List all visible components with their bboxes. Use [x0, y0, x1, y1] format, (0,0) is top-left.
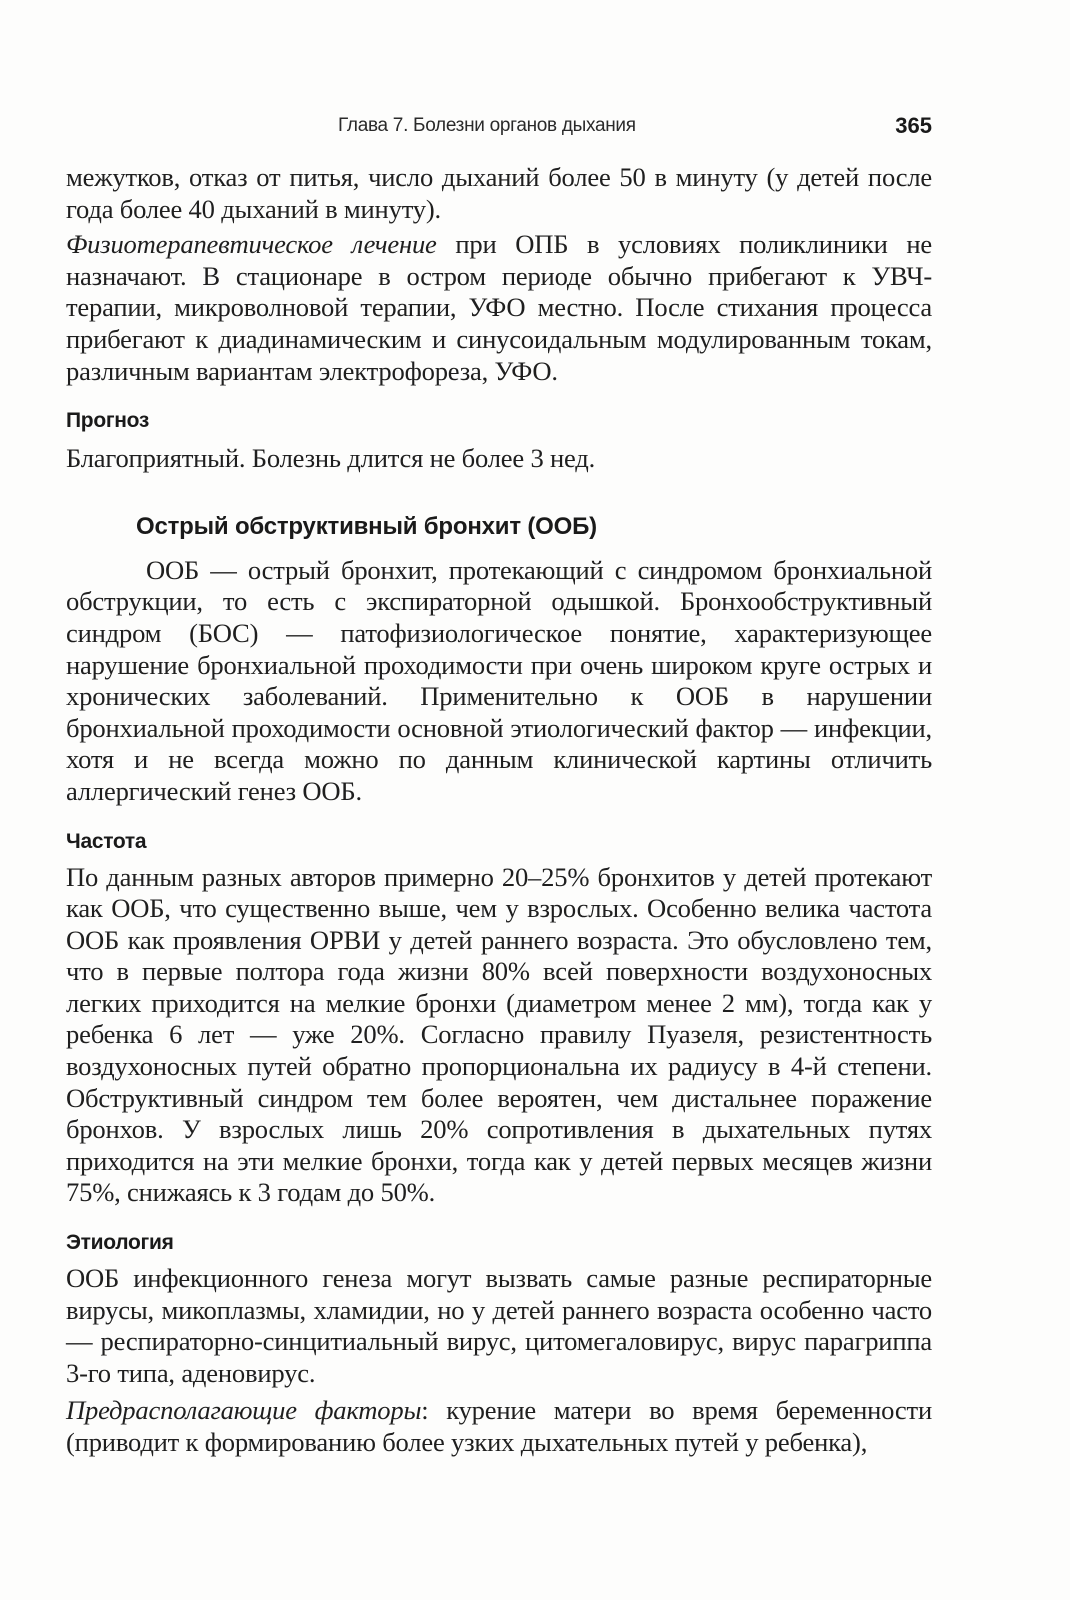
physiotherapy-term: Физиотерапевтическое лечение	[66, 229, 437, 260]
heading-etiologiya: Этиология	[66, 1231, 174, 1255]
predisposing-text: : курение матери во время беременности (приводит к формированию более узких дыхательных путей у ребенка),	[66, 1395, 932, 1457]
running-title: Глава 7. Болезни органов дыхания	[338, 115, 636, 136]
paragraph-predisposing	[66, 1395, 932, 1458]
paragraph-continued: межутков, отказ от питья, число дыханий более 50 в минуту (у детей после года более 40 дыханий в минуту).	[66, 162, 932, 224]
section-heading-oob: Острый обструктивный бронхит (ООБ)	[136, 512, 597, 540]
heading-chastota: Частота	[66, 829, 147, 853]
page-number: 365	[895, 113, 932, 138]
paragraph-prognoz: Благоприятный. Болезнь длится не более 3 нед.	[66, 443, 596, 474]
paragraph-oob-definition: ООБ — острый бронхит, протекающий с синдромом бронхиальной обструкции, то есть с экспираторной одышкой. Бронхообструктивный синдром (БОС) — патофизиологическое понятие, характеризующее нарушение бронхиальной проходимости при очень широком круге острых и хронических заболеваний. Применительно к ООБ в нарушении бронхиальной проходимости основной этиологический фактор — инфекции, хотя и не всегда можно по данным клинической картины отличить аллергический генез ООБ.	[66, 554, 932, 806]
paragraph-chastota: По данным разных авторов примерно 20–25% бронхитов у детей протекают как ООБ, что существенно выше, чем у взрослых. Особенно велика частота ООБ как проявления ОРВИ у детей раннего возраста. Это обусловлено тем, что в первые полтора года жизни 80% всей поверхности воздухоносных легких приходится на мелкие бронхи (диаметром менее 2 мм), тогда как у ребенка 6 лет — уже 20%. Согласно правилу Пуазеля, резистентность воздухоносных путей обратно пропорциональна их радиусу в 4-й степени. Обструктивный синдром тем более вероятен, чем дистальнее поражение бронхов. У взрослых лишь 20% сопротивления в дыхательных путях приходится на эти мелкие бронхи, тогда как у детей первых месяцев жизни 75%, снижаясь к 3 годам до 50%.	[66, 861, 932, 1208]
paragraph-etiologiya: ООБ инфекционного генеза могут вызвать самые разные респираторные вирусы, микоплазмы, хламидии, но у детей раннего возраста особенно часто — респираторно-синцитиальный вирус, цитомегаловирус, вирус парагриппа 3-го типа, аденовирус.	[66, 1263, 932, 1388]
page-body	[66, 162, 932, 1459]
running-header	[66, 113, 932, 143]
paragraph-physiotherapy	[66, 229, 932, 387]
predisposing-term: Предрасполагающие факторы	[66, 1395, 422, 1426]
heading-prognoz: Прогноз	[66, 409, 150, 433]
physiotherapy-text: при ОПБ в условиях поликлиники не назначают. В стационаре в остром периоде обычно прибегают к УВЧ-терапии, микроволновой терапии, УФО местно. После стихания процесса прибегают к диадинамическим и синусоидальным модулированным токам, различным вариантам электрофореза, УФО.	[66, 229, 932, 386]
